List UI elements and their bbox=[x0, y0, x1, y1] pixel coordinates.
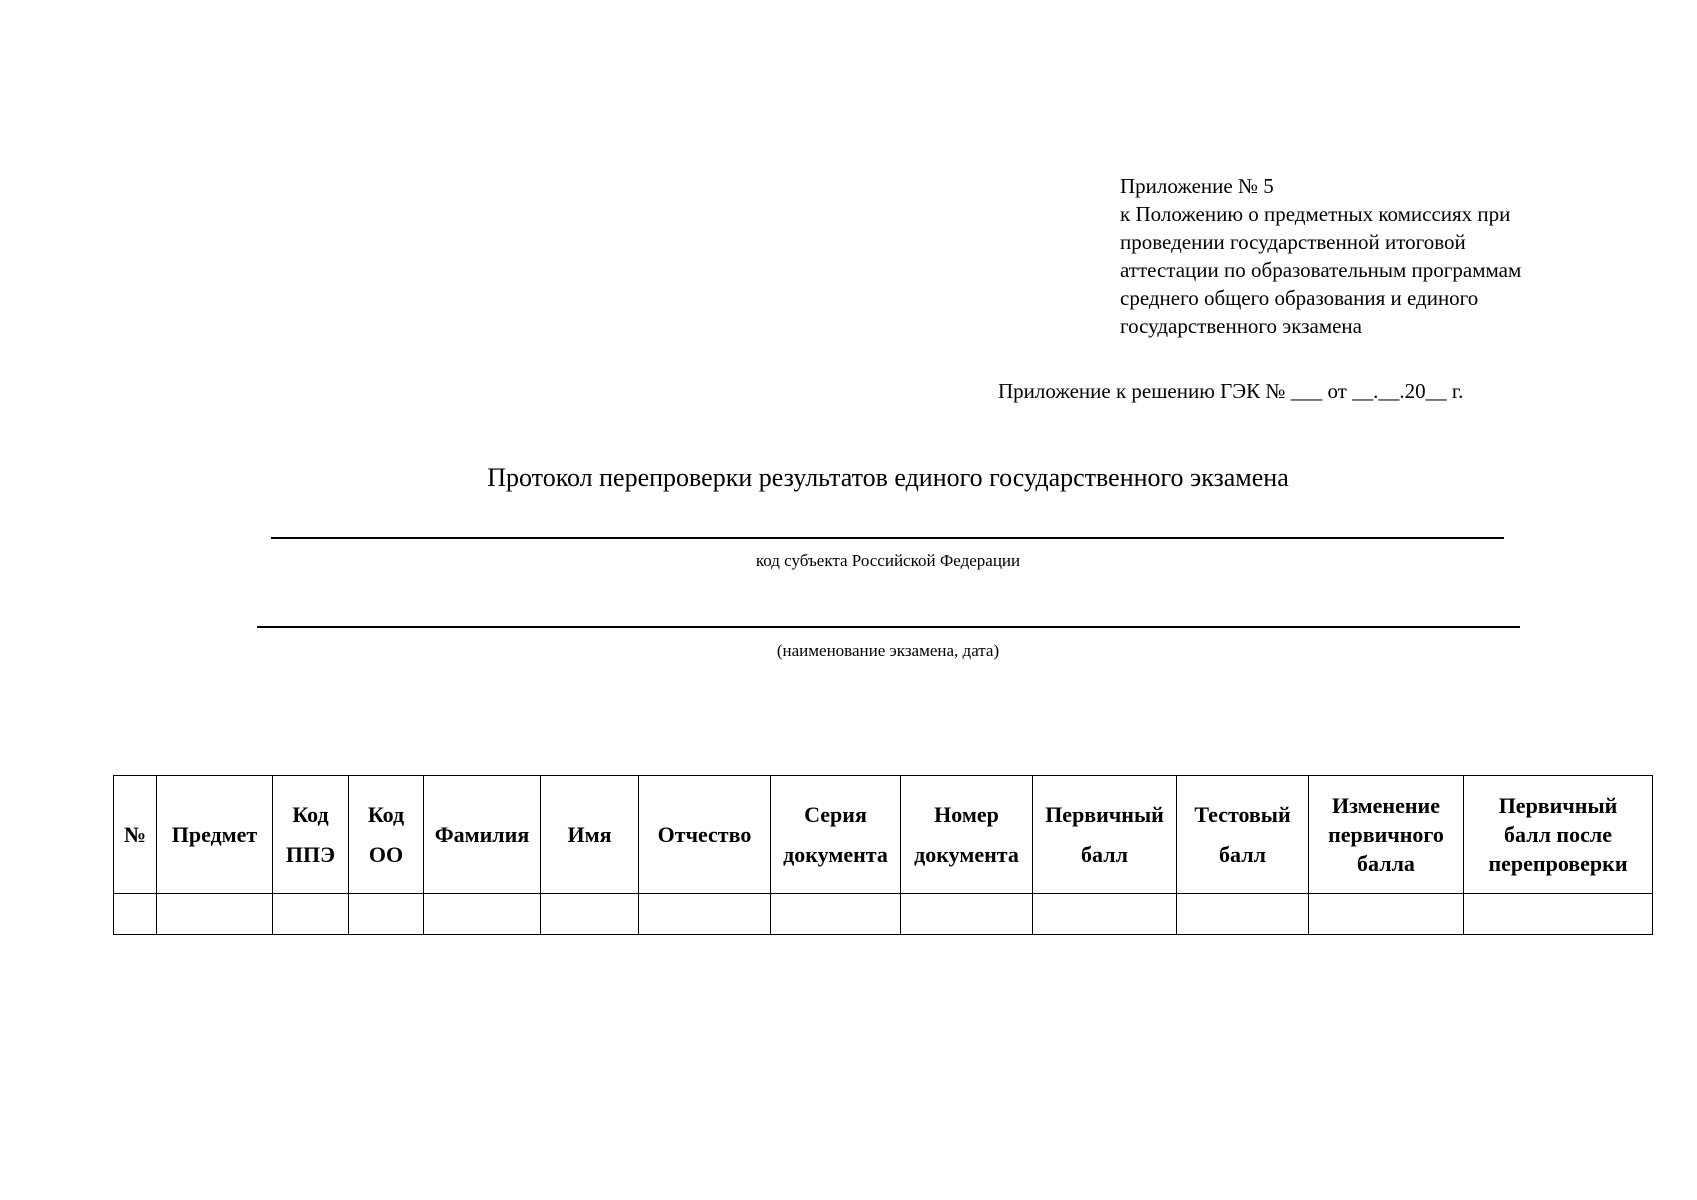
col-subject-header bbox=[157, 776, 273, 894]
document-title: Протокол перепроверки результатов единого государственного экзамена bbox=[487, 463, 1289, 492]
table-cell bbox=[157, 894, 273, 935]
table-cell bbox=[1464, 894, 1653, 935]
table-cell bbox=[1033, 894, 1177, 935]
protocol-table bbox=[113, 775, 1653, 935]
header-text-line: Код bbox=[292, 801, 329, 827]
table-header-row bbox=[114, 776, 1653, 894]
header-text-line: первичного bbox=[1328, 822, 1444, 847]
exam-name-caption: (наименование экзамена, дата) bbox=[776, 641, 1000, 660]
appendix-line: аттестации по образовательным программам bbox=[1120, 258, 1522, 282]
header-text-line: ОО bbox=[368, 841, 404, 867]
header-text-line: ППЭ bbox=[285, 841, 336, 867]
table-cell bbox=[1309, 894, 1464, 935]
col-primary-change-header bbox=[1309, 776, 1464, 894]
col-oo-code-header bbox=[349, 776, 424, 894]
col-test-score-header bbox=[1177, 776, 1309, 894]
header-text-line: документа bbox=[783, 841, 888, 867]
header-text-line: № bbox=[123, 821, 147, 847]
table-cell bbox=[771, 894, 901, 935]
table-cell bbox=[273, 894, 349, 935]
header-text-line: Серия bbox=[804, 801, 867, 827]
col-name-header bbox=[541, 776, 639, 894]
exam-name-line bbox=[257, 626, 1520, 628]
col-primary-after-header bbox=[1464, 776, 1653, 894]
appendix-line: государственного экзамена bbox=[1120, 314, 1362, 338]
col-surname-header bbox=[424, 776, 541, 894]
header-text-line: перепроверки bbox=[1488, 851, 1628, 876]
header-text-line: Тестовый bbox=[1194, 801, 1291, 827]
header-text-line: Первичный bbox=[1498, 793, 1618, 818]
header-text-line: Изменение bbox=[1332, 793, 1440, 818]
appendix-reference bbox=[1120, 172, 1640, 340]
region-code-line bbox=[271, 537, 1504, 539]
table-body bbox=[114, 894, 1653, 935]
col-doc-number-header bbox=[901, 776, 1033, 894]
header-text-line: Имя bbox=[567, 821, 612, 847]
header-text-line: балл bbox=[1219, 841, 1266, 867]
col-patronymic-header bbox=[639, 776, 771, 894]
decision-reference: Приложение к решению ГЭК № ___ от __.__.20__ г. bbox=[998, 379, 1464, 403]
table-cell bbox=[349, 894, 424, 935]
header-text-line: Предмет bbox=[171, 821, 258, 847]
region-code-caption: код субъекта Российской Федерации bbox=[755, 551, 1021, 570]
table-cell bbox=[424, 894, 541, 935]
table-cell bbox=[1177, 894, 1309, 935]
table-cell bbox=[114, 894, 157, 935]
col-primary-score-header bbox=[1033, 776, 1177, 894]
table-cell bbox=[901, 894, 1033, 935]
col-number-header bbox=[114, 776, 157, 894]
table-cell bbox=[639, 894, 771, 935]
appendix-line: среднего общего образования и единого bbox=[1120, 286, 1479, 310]
header-text-line: документа bbox=[914, 841, 1019, 867]
header-text-line: Номер bbox=[934, 801, 999, 827]
header-text-line: балла bbox=[1357, 851, 1415, 876]
header-text-line: балл bbox=[1081, 841, 1128, 867]
header-text-line: Отчество bbox=[657, 821, 752, 847]
table-row bbox=[114, 894, 1653, 935]
header-text-line: Первичный bbox=[1045, 801, 1164, 827]
appendix-line: к Положению о предметных комиссиях при bbox=[1120, 202, 1511, 226]
col-ppe-code-header bbox=[273, 776, 349, 894]
appendix-line: Приложение № 5 bbox=[1120, 174, 1274, 198]
header-text-line: Код bbox=[367, 801, 405, 827]
header-text-line: Фамилия bbox=[434, 821, 530, 847]
col-doc-series-header bbox=[771, 776, 901, 894]
table-cell bbox=[541, 894, 639, 935]
appendix-line: проведении государственной итоговой bbox=[1120, 230, 1466, 254]
header-text-line: балл после bbox=[1504, 822, 1612, 847]
